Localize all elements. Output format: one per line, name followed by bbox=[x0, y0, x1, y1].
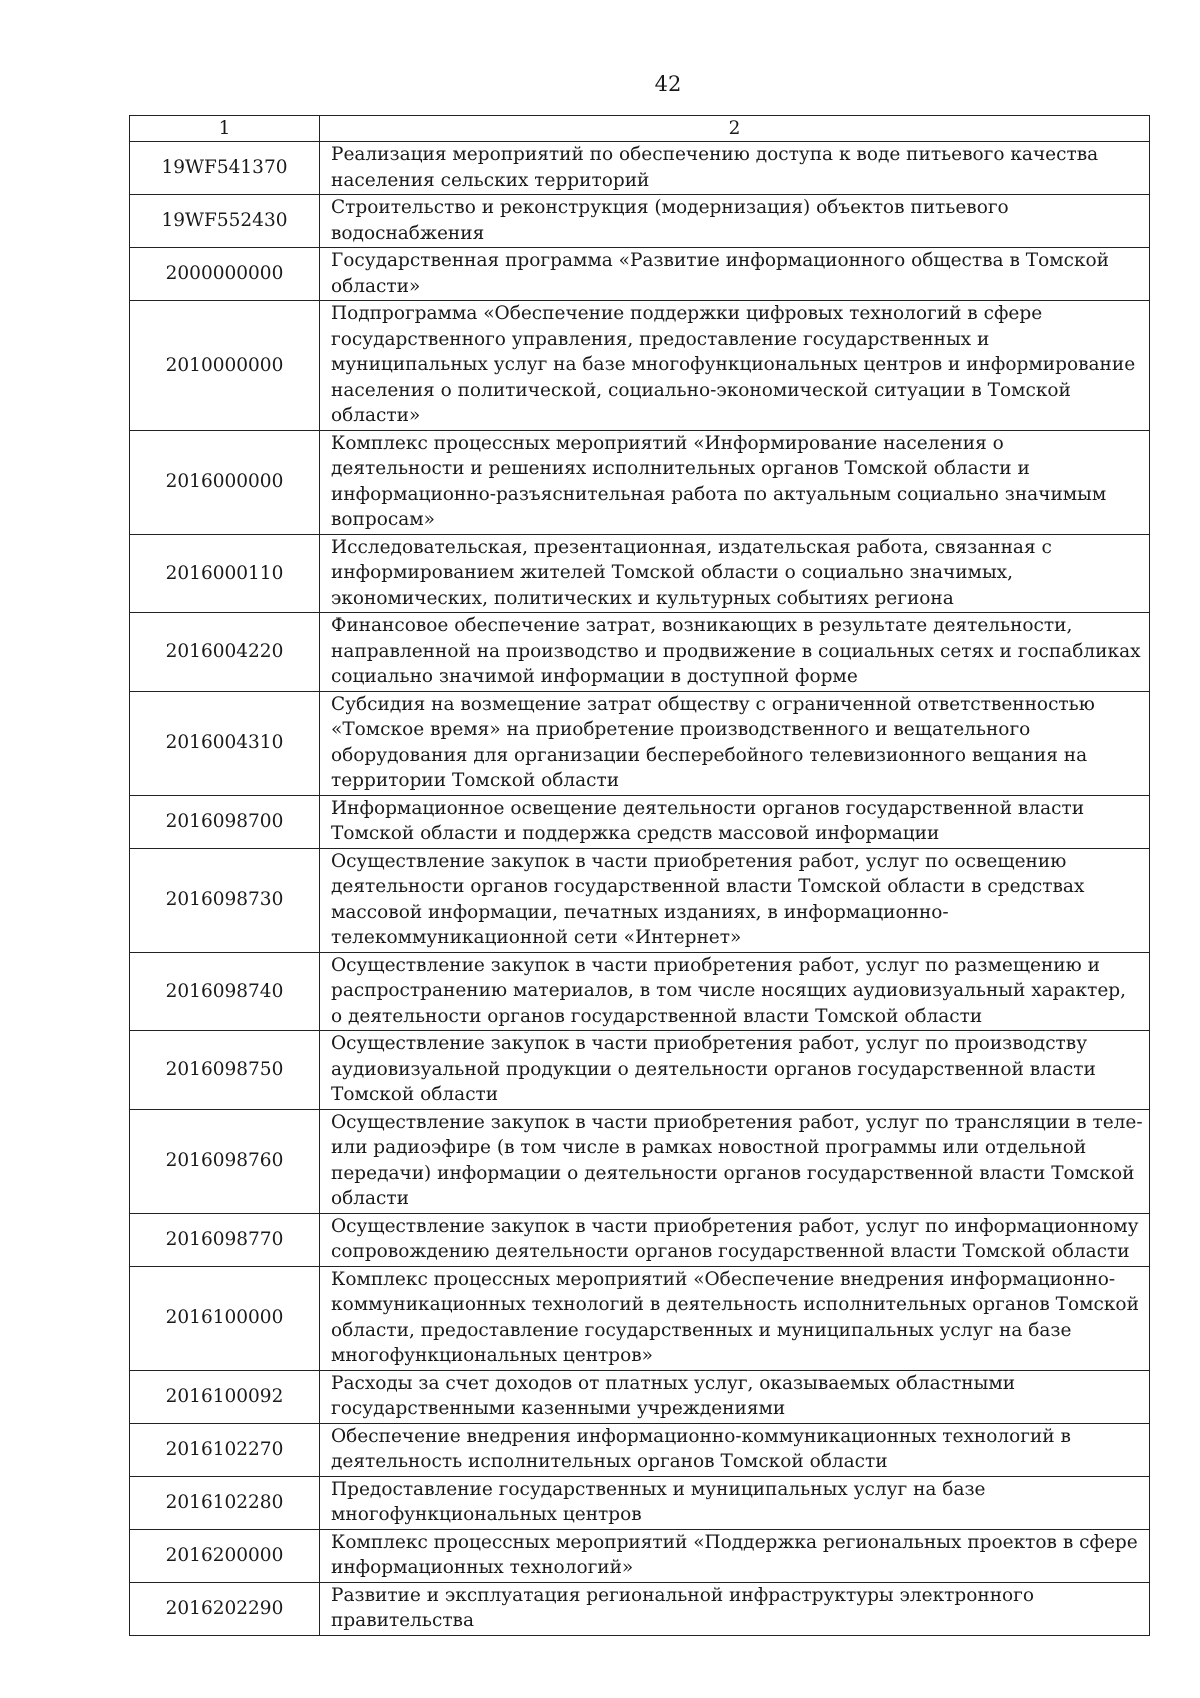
row-description: Реализация мероприятий по обеспечению доступа к воде питьевого качества населения сельских территорий bbox=[320, 142, 1150, 195]
table-row bbox=[130, 1266, 1150, 1370]
table-row bbox=[130, 613, 1150, 692]
row-description: Информационное освещение деятельности органов государственной власти Томской области и поддержка средств массовой информации bbox=[320, 795, 1150, 848]
row-code: 2016000000 bbox=[130, 430, 320, 534]
row-description: Исследовательская, презентационная, издательская работа, связанная с информированием жителей Томской области о социально значимых, экономических, политических и культурных событиях региона bbox=[320, 534, 1150, 613]
row-code: 2016100092 bbox=[130, 1370, 320, 1423]
row-description: Комплекс процессных мероприятий «Информирование населения о деятельности и решениях исполнительных органов Томской области и информационно-разъяснительная работа по актуальным социально значимым вопросам» bbox=[320, 430, 1150, 534]
row-description: Комплекс процессных мероприятий «Поддержка региональных проектов в сфере информационных технологий» bbox=[320, 1529, 1150, 1582]
table-row bbox=[130, 1529, 1150, 1582]
row-code: 2016200000 bbox=[130, 1529, 320, 1582]
table-row bbox=[130, 952, 1150, 1031]
page-number: 42 bbox=[654, 72, 682, 96]
row-code: 2016004220 bbox=[130, 613, 320, 692]
row-description: Строительство и реконструкция (модернизация) объектов питьевого водоснабжения bbox=[320, 195, 1150, 248]
table-header-row bbox=[130, 116, 1150, 142]
row-code: 2016098750 bbox=[130, 1031, 320, 1110]
row-code: 2016102280 bbox=[130, 1476, 320, 1529]
row-description: Осуществление закупок в части приобретения работ, услуг по производству аудиовизуальной продукции о деятельности органов государственной власти Томской области bbox=[320, 1031, 1150, 1110]
row-code: 2010000000 bbox=[130, 301, 320, 431]
row-description: Государственная программа «Развитие информационного общества в Томской области» bbox=[320, 248, 1150, 301]
row-code: 2016004310 bbox=[130, 691, 320, 795]
row-code: 2016100000 bbox=[130, 1266, 320, 1370]
table-row bbox=[130, 248, 1150, 301]
row-code: 2016000110 bbox=[130, 534, 320, 613]
row-code: 19WF552430 bbox=[130, 195, 320, 248]
row-description: Финансовое обеспечение затрат, возникающих в результате деятельности, направленной на производство и продвижение в социальных сетях и госпабликах социально значимой информации в доступной форме bbox=[320, 613, 1150, 692]
column-header-description: 2 bbox=[320, 116, 1150, 142]
row-description: Предоставление государственных и муниципальных услуг на базе многофункциональных центров bbox=[320, 1476, 1150, 1529]
table-row bbox=[130, 195, 1150, 248]
row-code: 2016202290 bbox=[130, 1582, 320, 1635]
row-description: Подпрограмма «Обеспечение поддержки цифровых технологий в сфере государственного управления, предоставление государственных и муниципальных услуг на базе многофункциональных центров и информирование населения о политической, социально-экономической ситуации в Томской области» bbox=[320, 301, 1150, 431]
row-description: Комплекс процессных мероприятий «Обеспечение внедрения информационно-коммуникационных технологий в деятельность исполнительных органов Томской области, предоставление государственных и муниципальных услуг на базе многофункциональных центров» bbox=[320, 1266, 1150, 1370]
row-description: Осуществление закупок в части приобретения работ, услуг по размещению и распространению материалов, в том числе носящих аудиовизуальный характер, о деятельности органов государственной власти Томской области bbox=[320, 952, 1150, 1031]
row-description: Осуществление закупок в части приобретения работ, услуг по освещению деятельности органов государственной власти Томской области в средствах массовой информации, печатных изданиях, в информационно-телекоммуникационной сети «Интернет» bbox=[320, 848, 1150, 952]
table-row bbox=[130, 534, 1150, 613]
table-row bbox=[130, 1031, 1150, 1110]
row-description: Субсидия на возмещение затрат обществу с ограниченной ответственностью «Томское время» на приобретение производственного и вещательного оборудования для организации бесперебойного телевизионного вещания на территории Томской области bbox=[320, 691, 1150, 795]
row-description: Обеспечение внедрения информационно-коммуникационных технологий в деятельность исполнительных органов Томской области bbox=[320, 1423, 1150, 1476]
table-row bbox=[130, 1370, 1150, 1423]
row-code: 2016098760 bbox=[130, 1109, 320, 1213]
budget-code-table bbox=[129, 115, 1150, 1636]
table-row bbox=[130, 1213, 1150, 1266]
table-row bbox=[130, 1476, 1150, 1529]
row-code: 19WF541370 bbox=[130, 142, 320, 195]
row-code: 2016098770 bbox=[130, 1213, 320, 1266]
row-code: 2000000000 bbox=[130, 248, 320, 301]
table-row bbox=[130, 1109, 1150, 1213]
row-code: 2016098700 bbox=[130, 795, 320, 848]
table-row bbox=[130, 430, 1150, 534]
row-description: Расходы за счет доходов от платных услуг, оказываемых областными государственными казенными учреждениями bbox=[320, 1370, 1150, 1423]
row-description: Осуществление закупок в части приобретения работ, услуг по трансляции в теле- или радиоэфире (в том числе в рамках новостной программы или отдельной передачи) информации о деятельности органов государственной власти Томской области bbox=[320, 1109, 1150, 1213]
row-code: 2016098730 bbox=[130, 848, 320, 952]
table-row bbox=[130, 1582, 1150, 1635]
table-row bbox=[130, 1423, 1150, 1476]
column-header-code: 1 bbox=[130, 116, 320, 142]
table-row bbox=[130, 142, 1150, 195]
row-code: 2016098740 bbox=[130, 952, 320, 1031]
table-row bbox=[130, 848, 1150, 952]
row-code: 2016102270 bbox=[130, 1423, 320, 1476]
table-row bbox=[130, 795, 1150, 848]
row-description: Осуществление закупок в части приобретения работ, услуг по информационному сопровождению деятельности органов государственной власти Томской области bbox=[320, 1213, 1150, 1266]
row-description: Развитие и эксплуатация региональной инфраструктуры электронного правительства bbox=[320, 1582, 1150, 1635]
table-row bbox=[130, 301, 1150, 431]
table-row bbox=[130, 691, 1150, 795]
